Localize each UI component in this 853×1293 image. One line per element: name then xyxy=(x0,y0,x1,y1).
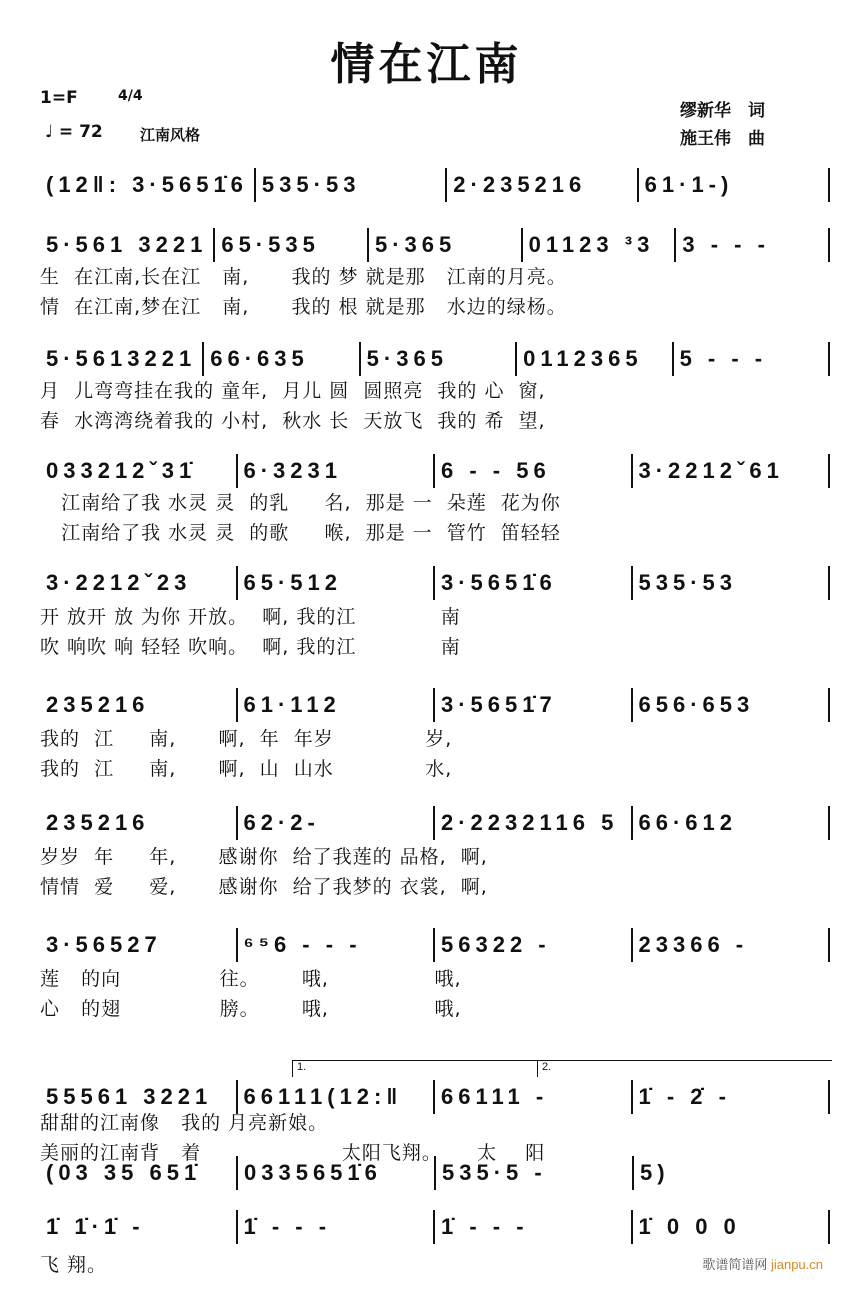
lyric-line: 江南给了我 水灵 灵 的歌 喉, 那是 一 管竹 笛轻轻 xyxy=(40,522,561,544)
measure: 66·635 xyxy=(204,342,360,376)
measure: 55561 3221 xyxy=(40,1080,238,1114)
measure: 3·56527 xyxy=(40,928,238,962)
lyric-line: 情情 爱 爱, 感谢你 给了我梦的 衣裳, 啊, xyxy=(40,876,488,898)
key-signature: 1=F xyxy=(40,88,78,108)
lyric-line: 吹 响吹 响 轻轻 吹响。 啊, 我的江 南 xyxy=(40,636,461,658)
measure: 66·612 xyxy=(633,806,831,840)
lyric-line: 甜甜的江南像 我的 月亮新娘。 xyxy=(40,1112,329,1134)
measure: 66111(12:‖ xyxy=(238,1080,436,1114)
lyric-line: 开 放开 放 为你 开放。 啊, 我的江 南 xyxy=(40,606,461,628)
measure: 01123 ³3 xyxy=(523,228,677,262)
staff-system xyxy=(40,688,830,722)
style-mark: 江南风格 xyxy=(140,126,201,144)
measure: 5·365 xyxy=(361,342,517,376)
measure: 1̇ - 2̇ - xyxy=(633,1080,831,1114)
lyric-line: 心 的翅 膀。 哦, 哦, xyxy=(40,998,462,1020)
measure: 535·53 xyxy=(256,168,447,202)
composer-credit: 施王伟 曲 xyxy=(680,129,765,149)
lyric-line: 我的 江 南, 啊, 年 年岁 岁, xyxy=(40,728,453,750)
measure: 3 - - - xyxy=(676,228,830,262)
measure: 62·2- xyxy=(238,806,436,840)
measure: 1̇ - - - xyxy=(238,1210,436,1244)
measure: (12‖: 3·5651̇6 xyxy=(40,168,256,202)
measure: 65·512 xyxy=(238,566,436,600)
measure: 1̇ 1̇·1̇ - xyxy=(40,1210,238,1244)
measure: 1̇ - - - xyxy=(435,1210,633,1244)
measure: 5·561 3221 xyxy=(40,228,215,262)
measure: 61·112 xyxy=(238,688,436,722)
measure: 66111 - xyxy=(435,1080,633,1114)
watermark-site: 歌谱简谱网 xyxy=(702,1257,768,1272)
measure: 3·2212ˇ61 xyxy=(633,454,831,488)
lyric-line: 月 儿弯弯挂在我的 童年, 月儿 圆 圆照亮 我的 心 窗, xyxy=(40,380,546,402)
lyric-line: 飞 翔。 xyxy=(40,1254,108,1276)
measure: 235216 xyxy=(40,688,238,722)
watermark xyxy=(702,1254,823,1273)
measure: 5·5613221 xyxy=(40,342,204,376)
measure: 3·5651̇7 xyxy=(435,688,633,722)
measure: 0335651̇6 xyxy=(238,1156,436,1190)
lyric-line: 我的 江 南, 啊, 山 山水 水, xyxy=(40,758,453,780)
measure: 6·3231 xyxy=(238,454,436,488)
lyricist-credit: 缪新华 词 xyxy=(680,101,765,121)
measure: 033212ˇ31̇ xyxy=(40,454,238,488)
song-title: 情在江南 xyxy=(330,39,523,90)
measure: 65·535 xyxy=(215,228,369,262)
staff-system xyxy=(40,168,830,202)
measure: 56322 - xyxy=(435,928,633,962)
staff-system xyxy=(40,454,830,488)
measure: 2·2232116 5 xyxy=(435,806,633,840)
staff-system xyxy=(40,928,830,962)
measure: 3·2212ˇ23 xyxy=(40,566,238,600)
measure: 535·5 - xyxy=(436,1156,634,1190)
time-signature: 4/4 xyxy=(118,88,143,104)
measure: 5) xyxy=(640,1160,670,1185)
lyric-line: 岁岁 年 年, 感谢你 给了我莲的 品格, 啊, xyxy=(40,846,488,868)
watermark-url: jianpu.cn xyxy=(770,1257,823,1272)
measure: 656·653 xyxy=(633,688,831,722)
measure: 535·53 xyxy=(633,566,831,600)
lyric-line: 莲 的向 往。 哦, 哦, xyxy=(40,968,462,990)
volta-1: 1. xyxy=(292,1060,542,1077)
tempo-mark: ♩ = 72 xyxy=(45,122,103,142)
lyric-line: 春 水湾湾绕着我的 小村, 秋水 长 天放飞 我的 希 望, xyxy=(40,410,546,432)
staff-system xyxy=(40,806,830,840)
measure: 0112365 xyxy=(517,342,673,376)
measure: ⁶⁵6 - - - xyxy=(238,928,436,962)
measure: 23366 - xyxy=(633,928,831,962)
measure: 5·365 xyxy=(369,228,523,262)
lyric-line: 情 在江南,梦在江 南, 我的 根 就是那 水边的绿杨。 xyxy=(40,296,567,318)
staff-system xyxy=(40,1156,830,1190)
staff-system xyxy=(40,1210,830,1244)
lyric-line: 江南给了我 水灵 灵 的乳 名, 那是 一 朵莲 花为你 xyxy=(40,492,561,514)
measure: (03 35 651̇ xyxy=(40,1156,238,1190)
lyric-line: 美丽的江南背 着 太阳飞翔。 太 阳 xyxy=(40,1142,546,1164)
measure: 1̇ 0 0 0 xyxy=(633,1210,831,1244)
staff-system xyxy=(40,342,830,376)
measure: 6 - - 56 xyxy=(435,454,633,488)
measure: 3·5651̇6 xyxy=(435,566,633,600)
measure: 2·235216 xyxy=(447,168,638,202)
measure: 235216 xyxy=(40,806,238,840)
volta-2: 2. xyxy=(537,1060,832,1077)
measure: 61·1-) xyxy=(639,168,830,202)
staff-system xyxy=(40,566,830,600)
measure: 5 - - - xyxy=(674,342,830,376)
staff-system xyxy=(40,228,830,262)
lyric-line: 生 在江南,长在江 南, 我的 梦 就是那 江南的月亮。 xyxy=(40,266,567,288)
